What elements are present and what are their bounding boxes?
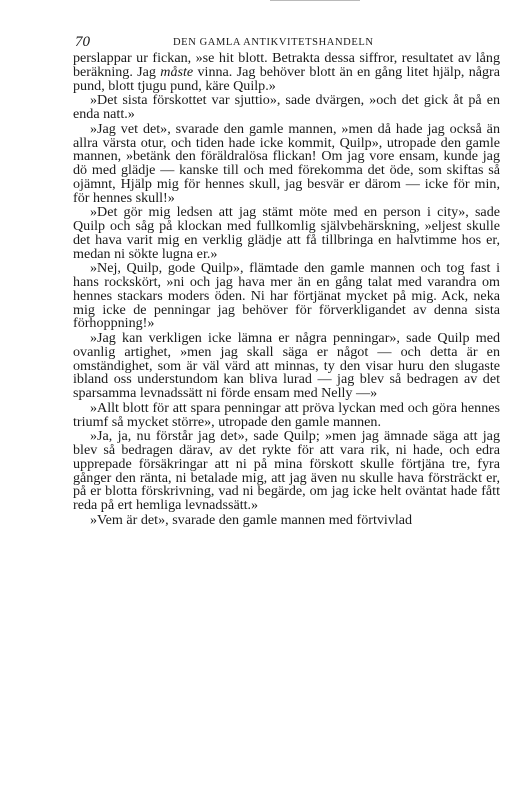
page-header bbox=[73, 30, 500, 50]
paragraph: »Det sista förskottet var sjuttio», sade dvärgen, »och det gick åt på en enda natt.» bbox=[73, 92, 500, 122]
paragraph: »Jag kan verkligen icke lämna er några penningar», sade Quilp med ovanlig artighet, »men jag skall säga er något — och detta är en omständighet, som är väl värd att minnas, ty den visar huru den slugaste ibland oss understundom kan bliva lurad — jag blev så bedragen av det sparsamma levnadssätt ni förde ensam med Nelly —» bbox=[73, 330, 500, 401]
paragraph: »Allt blott för att spara penningar att pröva lyckan med och göra hennes triumf så mycket större», utropade den gamle mannen. bbox=[73, 399, 500, 430]
book-page bbox=[73, 30, 500, 528]
paragraph: »Ja, ja, nu förstår jag det», sade Quilp; »men jag ämnade säga att jag blev så bedragen därav, av det rykte för att vara rik, ni hade, och edra upprepade försäkringar att ni på mina förskott skulle förtjäna tre, fyra gånger den ränta, ni betalade mig, att jag även nu skulle hava försträckt er, på er blotta förskrivning, vad ni begärde, om jag icke helt oväntat hade fått reda på ert hemliga levnadssätt.» bbox=[73, 428, 500, 513]
paragraph: »Vem är det», svarade den gamle mannen med förtvivlad bbox=[90, 511, 413, 528]
page-number: 70 bbox=[75, 34, 90, 50]
body-text bbox=[73, 52, 500, 528]
paragraph: »Det gör mig ledsen att jag stämt möte med en person i city», sade Quilp och såg på klockan med fullkomlig självbehärskning, »eljest skulle det hava varit mig en verklig glädje att få tillbringa en halvtimme hos er, medan ni sökte lugna er.» bbox=[73, 204, 500, 262]
running-head: DEN GAMLA ANTIKVITETSHANDELN bbox=[173, 37, 374, 48]
top-edge-rule bbox=[270, 0, 360, 1]
paragraph: »Nej, Quilp, gode Quilp», flämtade den gamle mannen och tog fast i hans rockskört, »ni och jag hava mer än en gång talat med varandra om hennes stackars moders öden. Ni har förtjänat mycket på mig. Ack, neka mig icke de penningar jag behöver för förverkligandet av denna sista förhoppning!» bbox=[73, 260, 500, 332]
paragraph: »Jag vet det», svarade den gamle mannen, »men då hade jag också än allra värsta otur, och tiden hade icke kommit, Quilp», utropade den gamle mannen, »betänk den föräldralösa flickan! Om jag vore ensam, kunde jag dö med glädje — kanske till och med förekomma det öde, som skiftas så ojämnt, Hjälp mig för hennes skull, jag besvär er därom — icke för min, för hennes skull!» bbox=[73, 120, 500, 206]
emphasized-word: måste bbox=[160, 63, 194, 80]
paragraph: perslappar ur fickan, »se hit blott. Betrakta dessa siffror, resultatet av lång beräkning. Jag måste vinna. Jag behöver blott än en gång litet hjälp, några pund, blott tjugu pund, käre Quilp.» bbox=[73, 50, 500, 94]
